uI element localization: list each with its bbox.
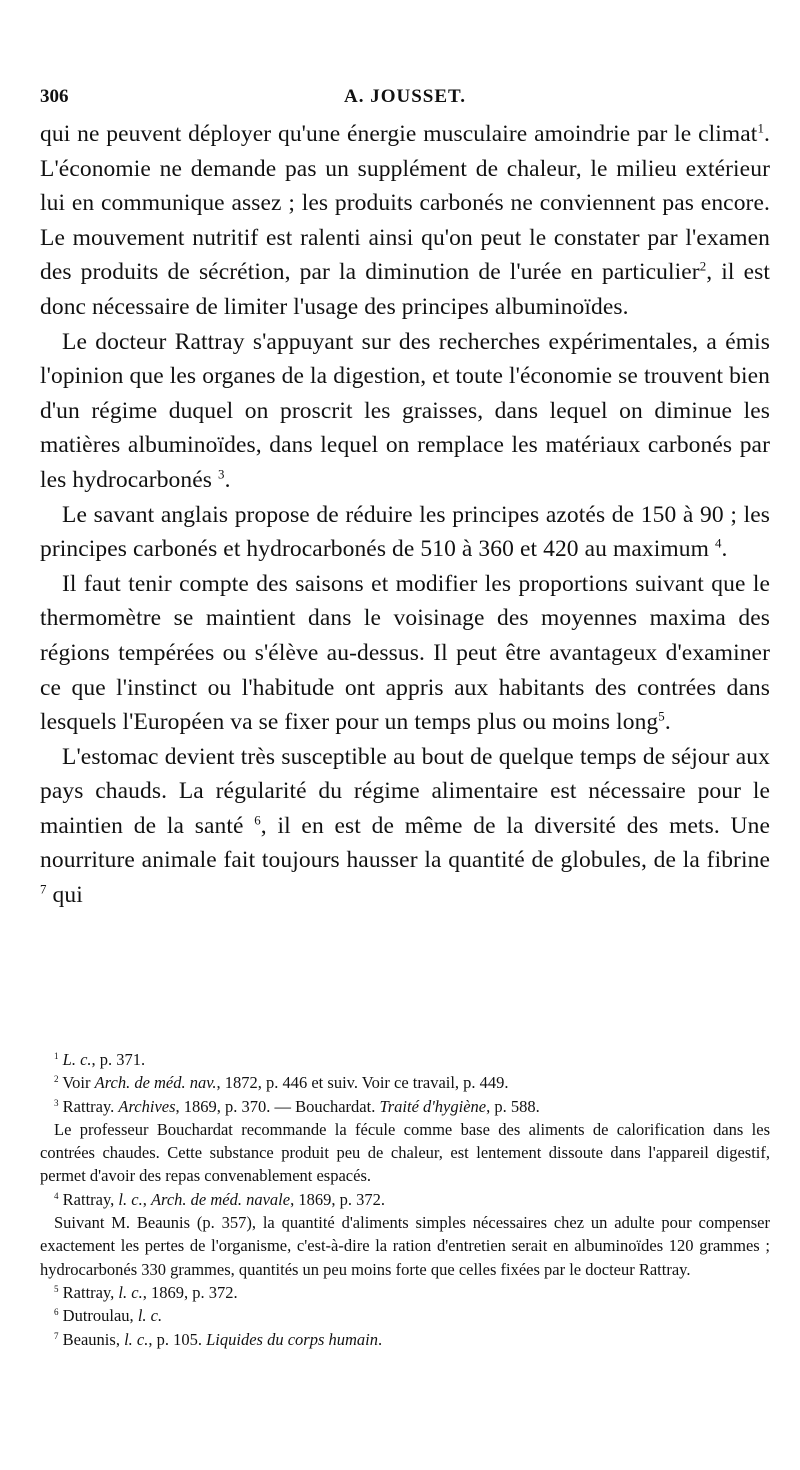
- footnote-ref-1: 1: [757, 120, 765, 136]
- footnote-ref-2: 2: [699, 258, 707, 274]
- page-number: 306: [40, 86, 69, 107]
- footnote-3: $^3$ Rattray. Archives, 1869, p. 370. — Bouchardat. Traité d'hygiène, p. 588.: [54, 1096, 540, 1116]
- footnote-4: $^4$ Rattray, l. c., Arch. de méd. navale, 1869, p. 372.: [54, 1189, 385, 1209]
- paragraph-2: Le docteur Rattray s'appuyant sur des recherches expérimentales, a émis l'opinion que les organes de la digestion, et toute l'économie se trouvent bien d'un régime duquel on proscrit les graisses, dans lequel on diminue les matières albuminoïdes, dans lequel on remplace les matériaux carbonés par les hydrocarbonés $^3$.: [40, 328, 770, 493]
- footnote-3-continuation: Le professeur Bouchardat recommande la fécule comme base des aliments de calorification dans les contrées chaudes. Cette substance produit peu de chaleur, est lentement dissoute dans l'appareil digestif, permet d'avoir des repas convenablement espacés.: [40, 1119, 770, 1186]
- footnote-ref-7: 7: [40, 881, 47, 897]
- footnote-5: $^5$ Rattray, l. c., 1869, p. 372.: [54, 1282, 238, 1302]
- running-head: [40, 86, 770, 116]
- footnote-ref-4: 4: [714, 535, 722, 551]
- paragraph-5: L'estomac devient très susceptible au bout de quelque temps de séjour aux pays chauds. La régularité du régime alimentaire est nécessaire pour le maintien de la santé $^6$, il en est de même de la diversité des mets. Une nourriture animale fait toujours hausser la quantité de globules, de la fibrine $^7$ qui: [40, 743, 770, 909]
- paragraph-1: qui ne peuvent déployer qu'une énergie musculaire amoindrie par le climat$^1$. L'économie ne demande pas un supplément de chaleur, le milieu extérieur lui en communique assez ; les produits carbonés ne conviennent pas encore. Le mouvement nutritif est ralenti ainsi qu'on peut le constater par l'examen des produits de sécrétion, par la diminution de l'urée en particulier$^2$, il est donc nécessaire de limiter l'usage des principes albuminoïdes.: [40, 120, 770, 320]
- paragraph-3: Le savant anglais propose de réduire les principes azotés de 150 à 90 ; les principes carbonés et hydrocarbonés de 510 à 360 et 420 au maximum $^4$.: [40, 501, 770, 563]
- footnote-2: $^2$ Voir Arch. de méd. nav., 1872, p. 446 et suiv. Voir ce travail, p. 449.: [54, 1073, 509, 1093]
- body-text: [40, 117, 770, 913]
- footnotes: [40, 1048, 770, 1351]
- paragraph-4: Il faut tenir compte des saisons et modifier les proportions suivant que le thermomètre se maintient dans le voisinage des moyennes maxima des régions tempérées ou s'élève au-dessus. Il peut être avantageux d'examiner ce que l'instinct ou l'habitude ont appris aux habitants des contrées dans lesquels l'Européen va se fixer pour un temps plus ou moins long$^5$.: [40, 570, 770, 736]
- footnote-4-continuation: Suivant M. Beaunis (p. 357), la quantité d'aliments simples nécessaires chez un adulte pour compenser exactement les pertes de l'organisme, c'est-à-dire la ration d'entretien serait en albuminoïdes 120 grammes ; hydrocarbonés 330 grammes, quantités un peu moins forte que celles fixées par le docteur Rattray.: [40, 1213, 770, 1279]
- footnote-6: $^6$ Dutroulau, l. c.: [54, 1306, 163, 1326]
- footnote-1: $^1$ L. c., p. 371.: [54, 1050, 146, 1069]
- footnote-ref-3: 3: [218, 466, 225, 482]
- footnote-ref-6: 6: [254, 812, 261, 828]
- footnote-7: $^7$ Beaunis, l. c., p. 105. Liquides du corps humain.: [54, 1329, 383, 1349]
- running-title: A. JOUSSET.: [343, 86, 467, 107]
- footnote-ref-5: 5: [658, 708, 665, 724]
